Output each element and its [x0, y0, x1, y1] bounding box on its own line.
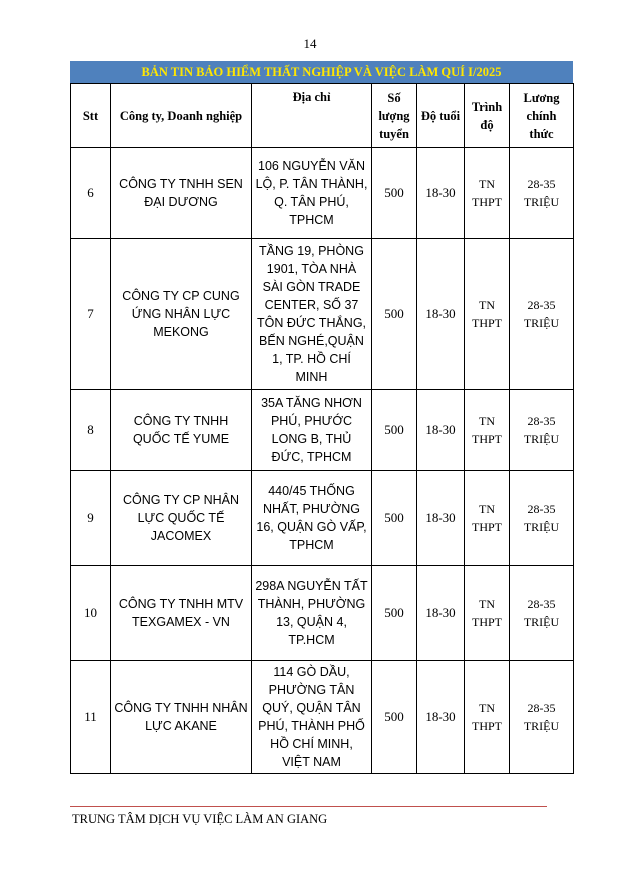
- header-stt: Stt: [71, 84, 111, 148]
- cell-quantity: 500: [372, 390, 417, 471]
- cell-age: 18-30: [417, 471, 465, 566]
- table-row: [71, 148, 574, 239]
- cell-company: CÔNG TY TNHH NHÂN LỰC AKANE: [111, 661, 252, 774]
- cell-address: 440/45 THỐNG NHẤT, PHƯỜNG 16, QUẬN GÒ VẤP, TPHCM: [252, 471, 372, 566]
- cell-level: TN THPT: [465, 390, 510, 471]
- header-level: Trình độ: [465, 84, 510, 148]
- bulletin-banner: BẢN TIN BẢO HIỂM THẤT NGHIỆP VÀ VIỆC LÀM QUÍ I/2025: [70, 61, 573, 83]
- cell-address: 35A TĂNG NHƠN PHÚ, PHƯỚC LONG B, THỦ ĐỨC, TPHCM: [252, 390, 372, 471]
- cell-level: TN THPT: [465, 471, 510, 566]
- cell-address: 114 GÒ DẦU, PHƯỜNG TÂN QUÝ, QUẬN TÂN PHÚ, THÀNH PHỐ HỒ CHÍ MINH, VIỆT NAM: [252, 661, 372, 774]
- cell-stt: 6: [71, 148, 111, 239]
- cell-company: CÔNG TY TNHH MTV TEXGAMEX - VN: [111, 566, 252, 661]
- cell-address: TẦNG 19, PHÒNG 1901, TÒA NHÀ SÀI GÒN TRADE CENTER, SỐ 37 TÔN ĐỨC THẮNG, BẾN NGHÉ,QUẬN 1, TP. HỒ CHÍ MINH: [252, 239, 372, 390]
- cell-stt: 10: [71, 566, 111, 661]
- cell-age: 18-30: [417, 661, 465, 774]
- cell-level: TN THPT: [465, 148, 510, 239]
- cell-age: 18-30: [417, 148, 465, 239]
- cell-stt: 11: [71, 661, 111, 774]
- cell-quantity: 500: [372, 148, 417, 239]
- table-row: [71, 239, 574, 390]
- table-header-row: [71, 84, 574, 148]
- cell-salary: 28-35 TRIỆU: [510, 471, 574, 566]
- cell-stt: 9: [71, 471, 111, 566]
- footer-organization: TRUNG TÂM DỊCH VỤ VIỆC LÀM AN GIANG: [72, 812, 328, 826]
- cell-quantity: 500: [372, 661, 417, 774]
- cell-salary: 28-35 TRIỆU: [510, 148, 574, 239]
- page-number: 14: [303, 36, 317, 51]
- cell-age: 18-30: [417, 390, 465, 471]
- cell-company: CÔNG TY CP CUNG ỨNG NHÂN LỰC MEKONG: [111, 239, 252, 390]
- table-row: [71, 566, 574, 661]
- cell-salary: 28-35 TRIỆU: [510, 661, 574, 774]
- cell-age: 18-30: [417, 566, 465, 661]
- cell-salary: 28-35 TRIỆU: [510, 566, 574, 661]
- cell-quantity: 500: [372, 566, 417, 661]
- header-age: Độ tuổi: [417, 84, 465, 148]
- header-salary: Lương chính thức: [510, 84, 574, 148]
- table-row: [71, 471, 574, 566]
- cell-company: CÔNG TY TNHH QUỐC TẾ YUME: [111, 390, 252, 471]
- footer-divider: [70, 806, 547, 807]
- cell-age: 18-30: [417, 239, 465, 390]
- cell-level: TN THPT: [465, 239, 510, 390]
- cell-quantity: 500: [372, 239, 417, 390]
- cell-quantity: 500: [372, 471, 417, 566]
- cell-salary: 28-35 TRIỆU: [510, 390, 574, 471]
- table-row: [71, 390, 574, 471]
- cell-address: 298A NGUYỄN TẤT THÀNH, PHƯỜNG 13, QUẬN 4, TP.HCM: [252, 566, 372, 661]
- cell-address: 106 NGUYỄN VĂN LỘ, P. TÂN THÀNH, Q. TÂN PHÚ, TPHCM: [252, 148, 372, 239]
- header-company: Công ty, Doanh nghiệp: [111, 84, 252, 148]
- job-table: [70, 83, 574, 774]
- cell-stt: 7: [71, 239, 111, 390]
- header-quantity: Số lượng tuyển: [372, 84, 417, 148]
- cell-company: CÔNG TY TNHH SEN ĐẠI DƯƠNG: [111, 148, 252, 239]
- cell-level: TN THPT: [465, 566, 510, 661]
- table-row: [71, 661, 574, 774]
- cell-level: TN THPT: [465, 661, 510, 774]
- header-address: Địa chỉ: [252, 84, 372, 148]
- cell-company: CÔNG TY CP NHÂN LỰC QUỐC TẾ JACOMEX: [111, 471, 252, 566]
- cell-stt: 8: [71, 390, 111, 471]
- cell-salary: 28-35 TRIỆU: [510, 239, 574, 390]
